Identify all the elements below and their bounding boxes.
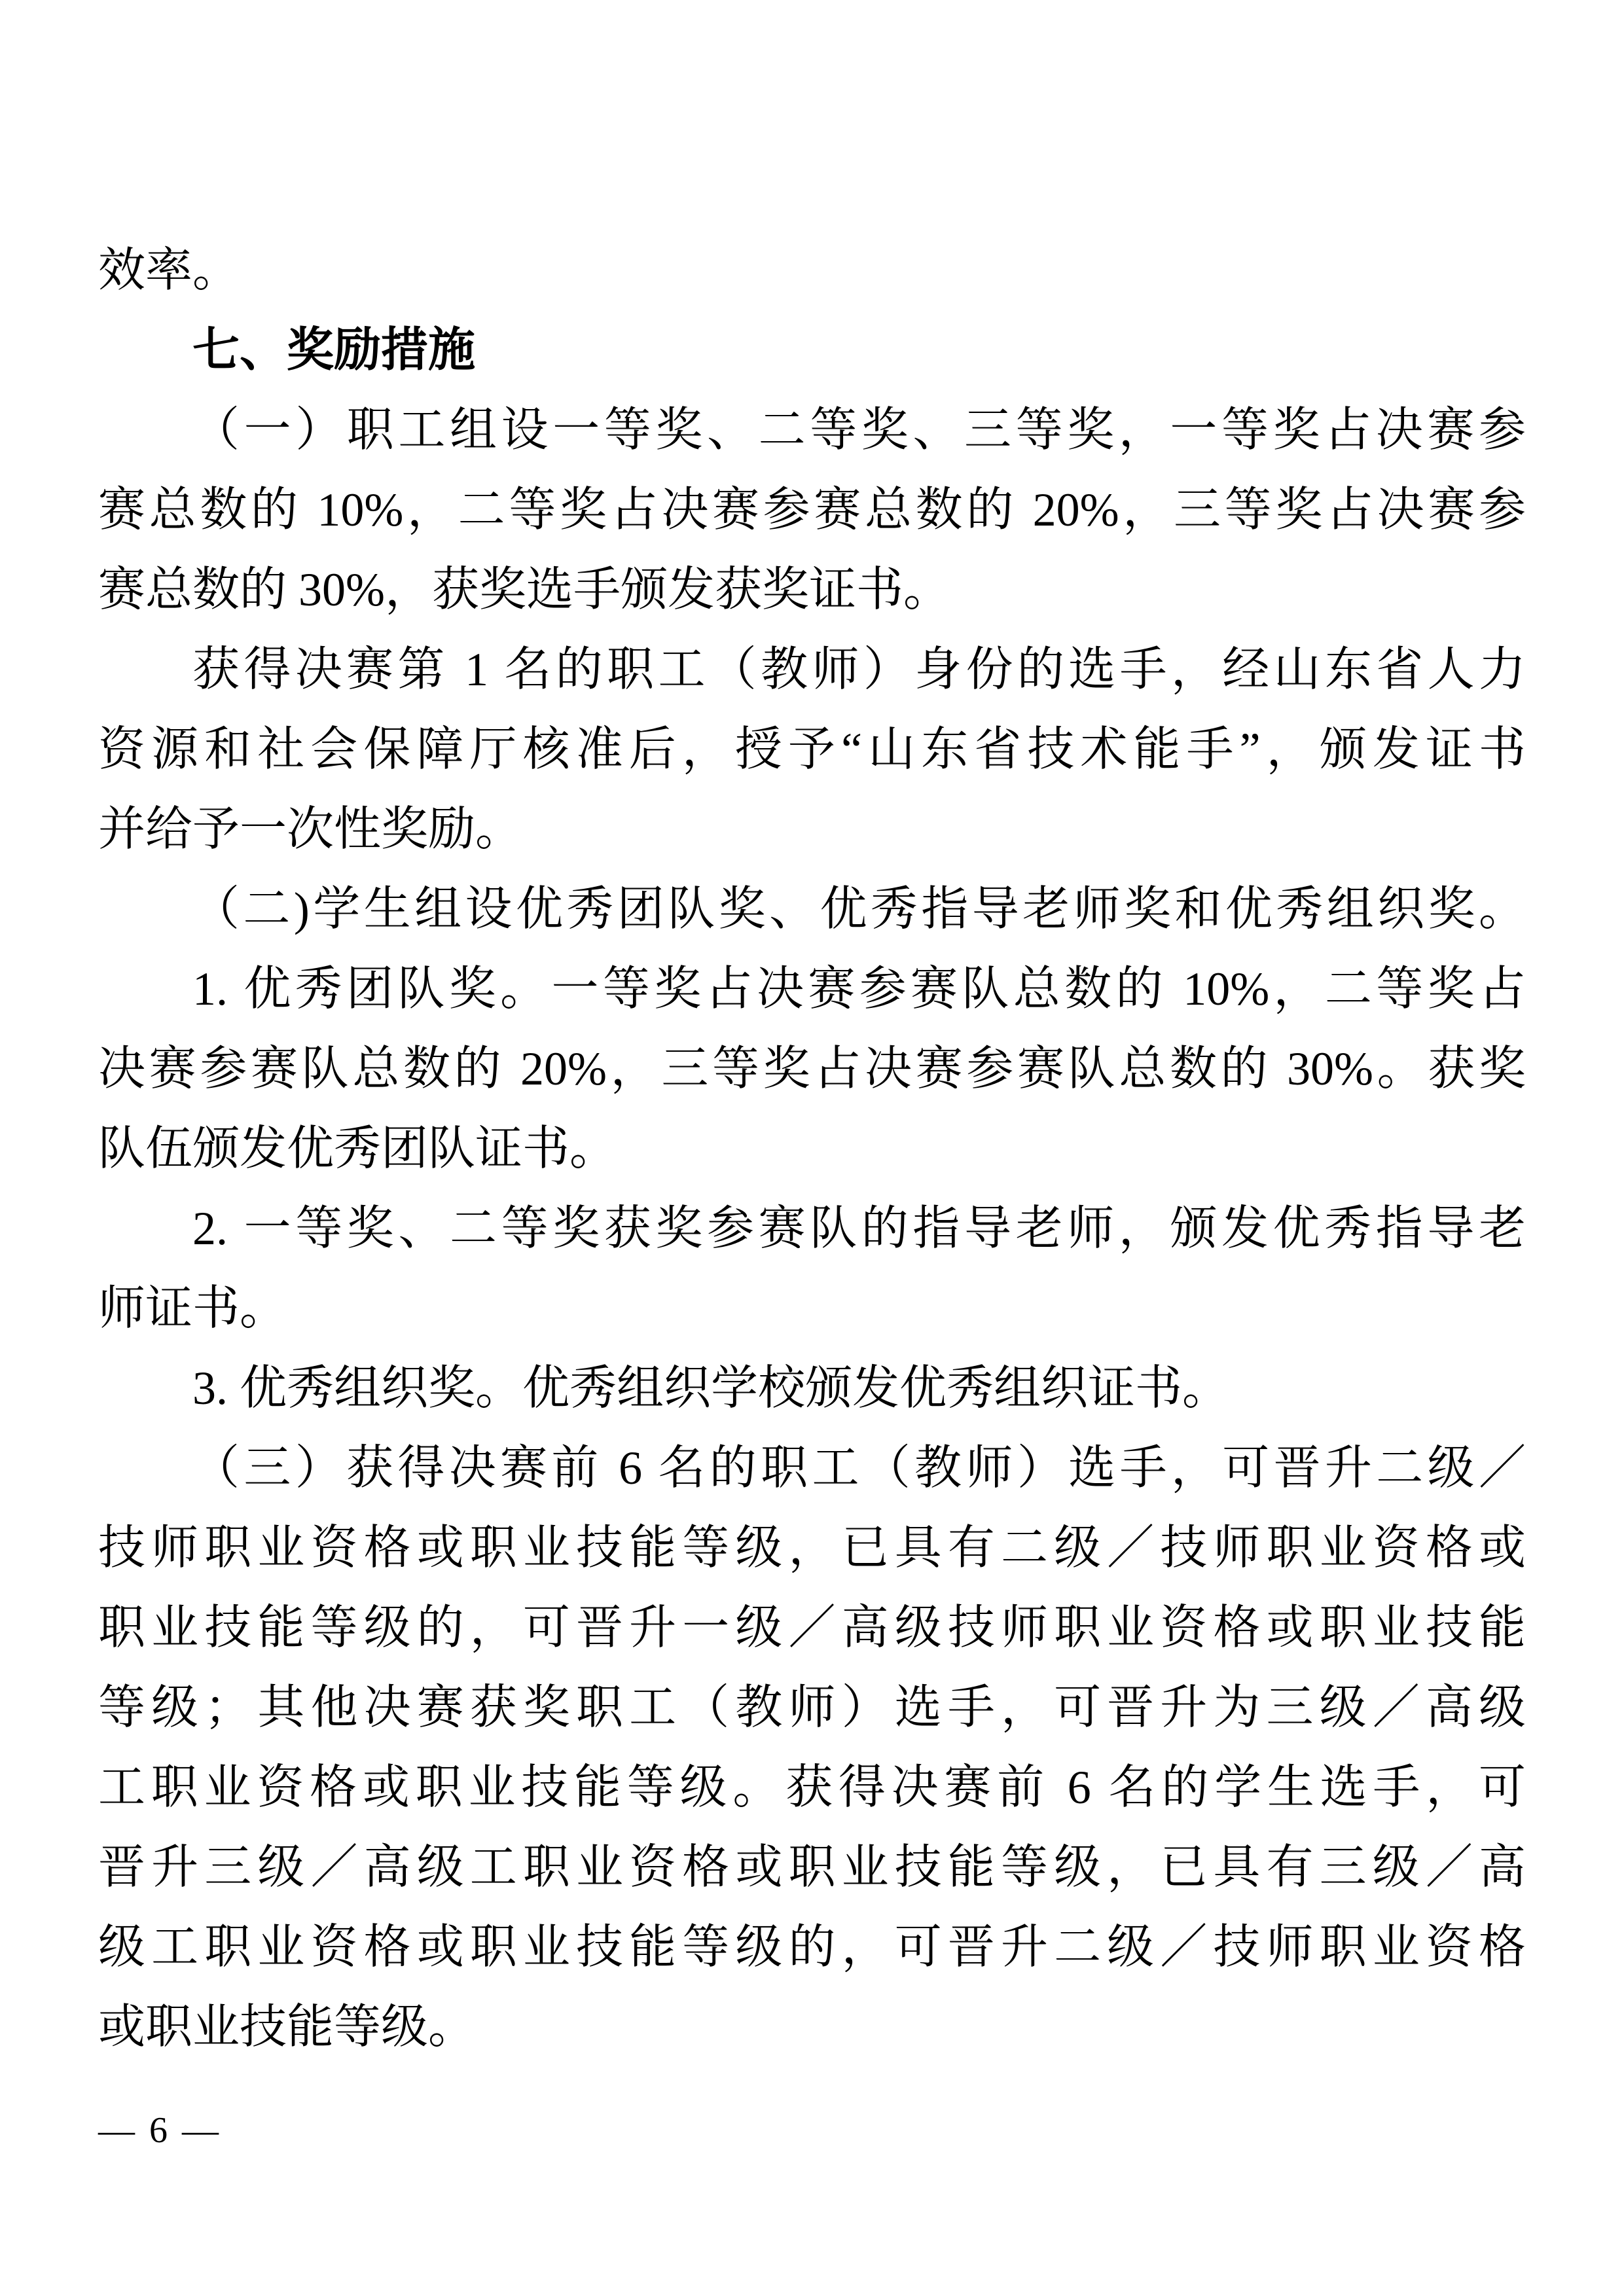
- text-line: （二)学生组设优秀团队奖、优秀指导老师奖和优秀组织奖。: [192, 883, 1526, 935]
- text-line: （一）职工组设一等奖、二等奖、三等奖，一等奖占决赛参: [192, 404, 1526, 456]
- text-line: 资源和社会保障厅核准后，授予“山东省技术能手”，颁发证书: [98, 723, 1526, 776]
- text-line: 并给予一次性奖励。: [98, 803, 523, 855]
- text-line: 职业技能等级的，可晋升一级／高级技师职业资格或职业技能: [98, 1602, 1526, 1654]
- text-line: 赛总数的 10%，二等奖占决赛参赛总数的 20%，三等奖占决赛参: [98, 484, 1526, 536]
- document-body: [98, 230, 1526, 2067]
- section-heading: 七、奖励措施: [192, 324, 476, 376]
- text-line: 赛总数的 30%，获奖选手颁发获奖证书。: [98, 564, 950, 616]
- page-number: — 6 —: [98, 2110, 221, 2151]
- text-line: （三）获得决赛前 6 名的职工（教师）选手，可晋升二级／: [192, 1442, 1526, 1494]
- text-line: 等级；其他决赛获奖职工（教师）选手，可晋升为三级／高级: [98, 1681, 1526, 1734]
- text-line: 效率。: [98, 244, 240, 296]
- text-line: 晋升三级／高级工职业资格或职业技能等级，已具有三级／高: [98, 1841, 1526, 1893]
- text-line: 级工职业资格或职业技能等级的，可晋升二级／技师职业资格: [98, 1921, 1526, 1973]
- text-line: 1. 优秀团队奖。一等奖占决赛参赛队总数的 10%，二等奖占: [192, 963, 1526, 1015]
- text-line: 师证书。: [98, 1282, 287, 1335]
- text-line: 获得决赛第 1 名的职工（教师）身份的选手，经山东省人力: [192, 643, 1526, 696]
- text-line: 工职业资格或职业技能等级。获得决赛前 6 名的学生选手，可: [98, 1761, 1526, 1814]
- text-line: 技师职业资格或职业技能等级，已具有二级／技师职业资格或: [98, 1522, 1526, 1574]
- text-line: 队伍颁发优秀团队证书。: [98, 1122, 617, 1175]
- text-line: 2. 一等奖、二等奖获奖参赛队的指导老师，颁发优秀指导老: [192, 1202, 1526, 1255]
- text-line: 或职业技能等级。: [98, 2001, 476, 2053]
- text-line: 决赛参赛队总数的 20%，三等奖占决赛参赛队总数的 30%。获奖: [98, 1043, 1526, 1095]
- text-line: 3. 优秀组织奖。优秀组织学校颁发优秀组织证书。: [192, 1362, 1230, 1414]
